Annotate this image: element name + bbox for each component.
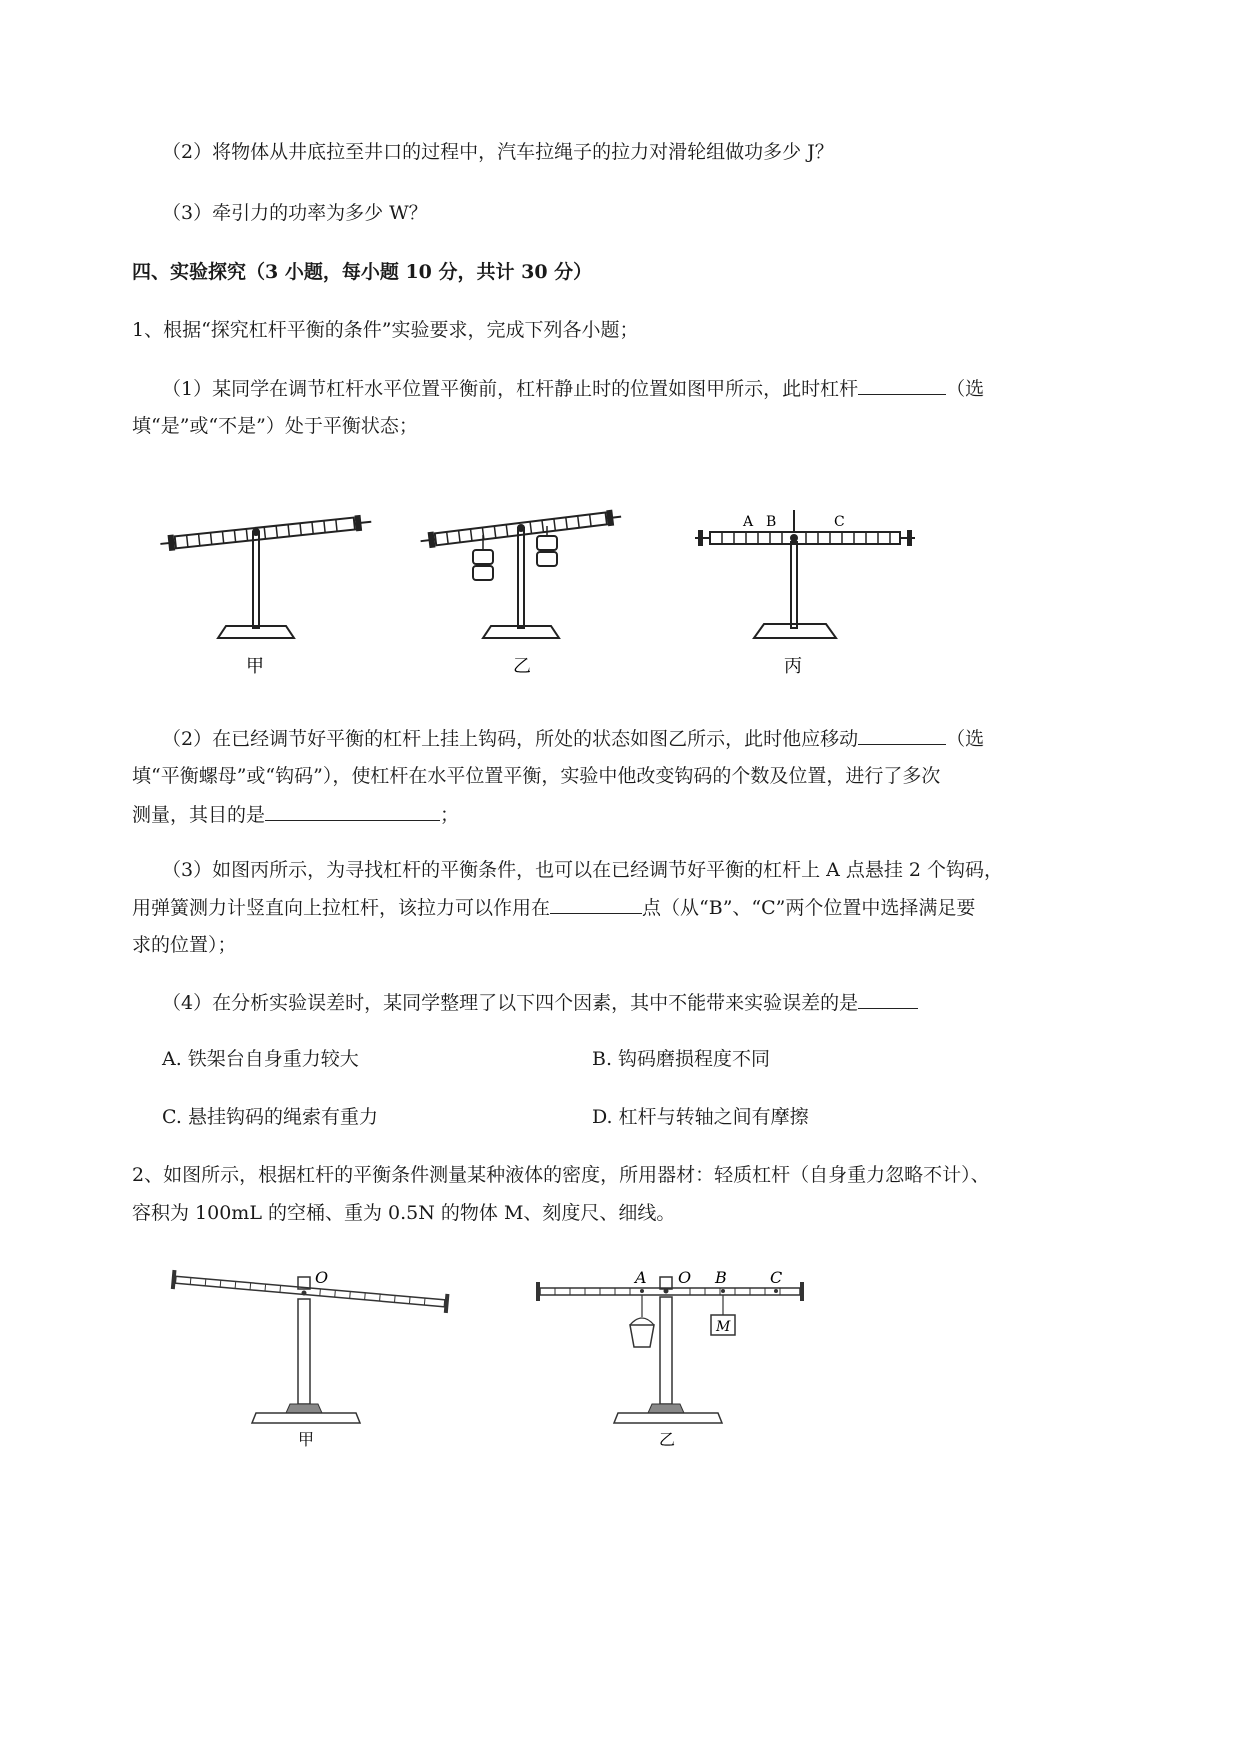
point-label-c-2: C [770,1268,783,1287]
q1-part4-text: （4）在分析实验误差时，某同学整理了以下四个因素，其中不能带来实验误差的是 [162,992,859,1014]
lever-figure-row [150,480,930,690]
q1-part2-line1 [162,724,984,753]
q1-part4 [162,988,918,1017]
lever-figures-svg [150,480,930,690]
figure-label-jia-2: 甲 [298,1430,315,1449]
point-label-a-2: A [635,1268,647,1287]
q1-part2-line3 [132,800,459,829]
density-figure-jia [171,1268,450,1449]
question-text: （3）牵引力的功率为多少 W？ [162,202,428,224]
q1-intro [132,316,639,344]
q1-part3-text-3: 求的位置）； [132,934,237,956]
option-d[interactable] [592,1103,809,1131]
point-label-a: A [743,514,754,530]
q1-part2-text: （2）在已经调节好平衡的杠杆上挂上钩码，所处的状态如图乙所示，此时他应移动 [162,728,859,750]
q1-intro-text: 1、根据“探究杠杆平衡的条件”实验要求，完成下列各小题； [132,319,639,341]
option-a-text: A. 铁架台自身重力较大 [162,1048,359,1070]
pivot-label-o-2: O [678,1268,692,1287]
q1-part2-text-3-end: ； [440,804,460,826]
option-c-text: C. 悬挂钩码的绳索有重力 [162,1106,378,1128]
q1-part2-text-end: （选 [946,728,985,750]
q1-part3-line1 [162,856,1003,884]
q1-part3-line3 [132,931,237,959]
pivot-label-o: O [315,1268,329,1287]
weight-label-m: M [716,1319,731,1335]
figure-label-bing: 丙 [784,656,802,677]
option-c[interactable] [162,1103,378,1131]
point-label-b-2: B [715,1268,727,1287]
q1-part3-line2 [132,893,975,922]
option-b-text: B. 钩码磨损程度不同 [592,1048,771,1070]
option-b[interactable] [592,1045,770,1073]
section-title [132,258,592,286]
q1-part2-text-3: 测量，其目的是 [132,804,266,826]
point-label-b: B [766,514,777,530]
q1-part1-line1 [162,374,984,403]
q1-part3-text-2-end: 点（从“B”、“C”两个位置中选择满足要 [642,897,976,919]
density-figures-svg [160,1255,860,1449]
lever-figure-jia [160,514,373,677]
lever-figure-yi [420,509,622,677]
section-title-text: 四、实验探究（3 小题，每小题 10 分，共计 30 分） [132,261,593,283]
q1-part2-text-2: 填“平衡螺母”或“钩码”），使杠杆在水平位置平衡，实验中他改变钩码的个数及位置，进行了多次 [132,765,941,787]
question-text: （2）将物体从井底拉至井口的过程中，汽车拉绳子的拉力对滑轮组做功多少 J？ [162,141,834,163]
lever-figure-bing [695,510,915,677]
q1-part1-text: （1）某同学在调节杠杆水平位置平衡前，杠杆静止时的位置如图甲所示，此时杠杆 [162,378,859,400]
density-figure-yi [536,1268,804,1449]
answer-blank-1[interactable] [858,374,946,395]
answer-blank-3[interactable] [265,800,440,821]
answer-blank-4[interactable] [550,893,642,914]
q2-text: 2、如图所示，根据杠杆的平衡条件测量某种液体的密度，所用器材：轻质杠杆（自身重力忽略不计）、 [132,1164,990,1186]
point-label-c: C [834,514,845,530]
q1-part1-line2 [132,412,418,440]
answer-blank-2[interactable] [858,724,946,745]
q1-part3-text: （3）如图丙所示，为寻找杠杆的平衡条件，也可以在已经调节好平衡的杠杆上 A 点悬挂 2 个钩码， [162,859,1004,881]
answer-blank-5[interactable] [858,988,918,1009]
question-part-3 [162,199,428,227]
density-lever-figure-row [160,1255,860,1449]
q2-text-2: 容积为 100mL 的空桶、重为 0.5N 的物体 M、刻度尺、细线。 [132,1202,676,1224]
q1-part1-text-2: 填“是”或“不是”）处于平衡状态； [132,415,418,437]
option-a[interactable] [162,1045,359,1073]
figure-label-yi-2: 乙 [659,1430,676,1449]
q1-part2-line2 [132,762,940,790]
q2-line2 [132,1199,675,1227]
q1-part1-text-end: （选 [946,378,985,400]
option-d-text: D. 杠杆与转轴之间有摩擦 [592,1106,809,1128]
q1-part3-text-2: 用弹簧测力计竖直向上拉杠杆，该拉力可以作用在 [132,897,551,919]
question-part-2 [162,138,834,166]
q2-line1 [132,1161,990,1189]
figure-label-jia: 甲 [246,656,264,677]
figure-label-yi: 乙 [513,656,531,677]
